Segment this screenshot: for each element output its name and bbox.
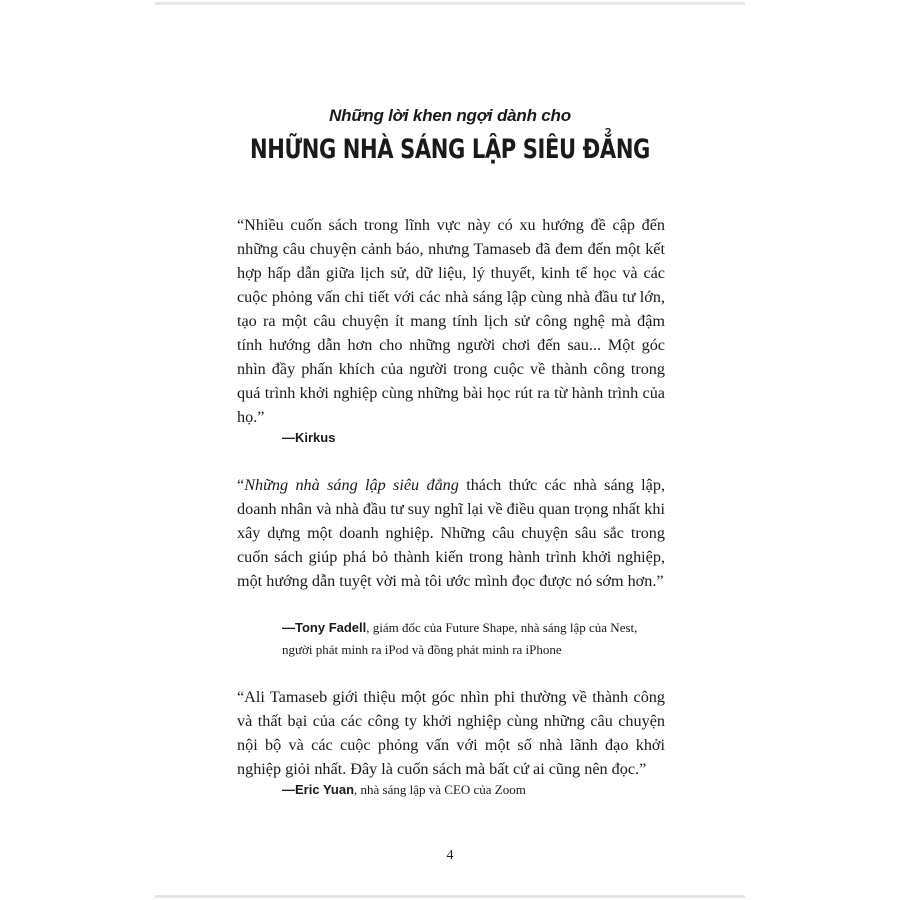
attribution-tony-fadell [282, 617, 702, 661]
page-subtitle: Những lời khen ngợi dành cho [329, 106, 571, 125]
attribution-author: —Kirkus [282, 430, 336, 445]
top-border [155, 2, 745, 5]
attribution-eric-yuan [282, 779, 702, 801]
attribution-role-line2: người phát minh ra iPod và đồng phát minh ra iPhone [282, 642, 562, 657]
attribution-role: , nhà sáng lập và CEO của Zoom [354, 782, 526, 797]
quote-text: thách thức các nhà sáng lập, doanh nhân và nhà đầu tư suy nghĩ lại về điều quan trọng nhất khi xây dựng một doanh nghiệp. Những câu chuyện sâu sắc trong cuốn sách giúp phá bỏ thành kiến trong hành trình khởi nghiệp, một hướng dẫn tuyệt vời mà tôi ước mình đọc được nó sớm hơn.” [237, 476, 665, 590]
attribution-author: —Tony Fadell [282, 620, 367, 635]
page-number: 4 [446, 848, 454, 863]
page-title: NHỮNG NHÀ SÁNG LẬP SIÊU ĐẲNG [250, 134, 650, 165]
quote-tony-fadell [237, 473, 665, 593]
quote-open-mark: “ [237, 476, 245, 494]
quote-kirkus: “Nhiều cuốn sách trong lĩnh vực này có xu hướng đề cập đến những câu chuyện cảnh báo, nhưng Tamaseb đã đem đến một kết hợp hấp dẫn giữa lịch sử, dữ liệu, lý thuyết, kinh tế học và các cuộc phỏng vấn chi tiết với các nhà sáng lập cùng nhà đầu tư lớn, tạo ra một câu chuyện ít mang tính lịch sử công nghệ mà đậm tính hướng dẫn hơn cho những người chơi đến sau... Một góc nhìn đầy phấn khích của người trong cuộc về thành công trong quá trình khởi nghiệp cùng những bài học rút ra từ hành trình của họ.” [237, 216, 665, 426]
attribution-kirkus [282, 427, 702, 449]
attribution-role: , giám đốc của Future Shape, nhà sáng lập của Nest, [366, 620, 638, 635]
attribution-author: —Eric Yuan [282, 782, 355, 797]
quote-eric-yuan: “Ali Tamaseb giới thiệu một góc nhìn phi thường về thành công và thất bại của các công ty khởi nghiệp cùng những câu chuyện nội bộ và các cuộc phỏng vấn với một số nhà lãnh đạo khởi nghiệp giỏi nhất. Đây là cuốn sách mà bất cứ ai cũng nên đọc.” [237, 688, 665, 778]
bottom-border [155, 895, 745, 898]
book-title-italic: Những nhà sáng lập siêu đẳng [244, 476, 459, 494]
